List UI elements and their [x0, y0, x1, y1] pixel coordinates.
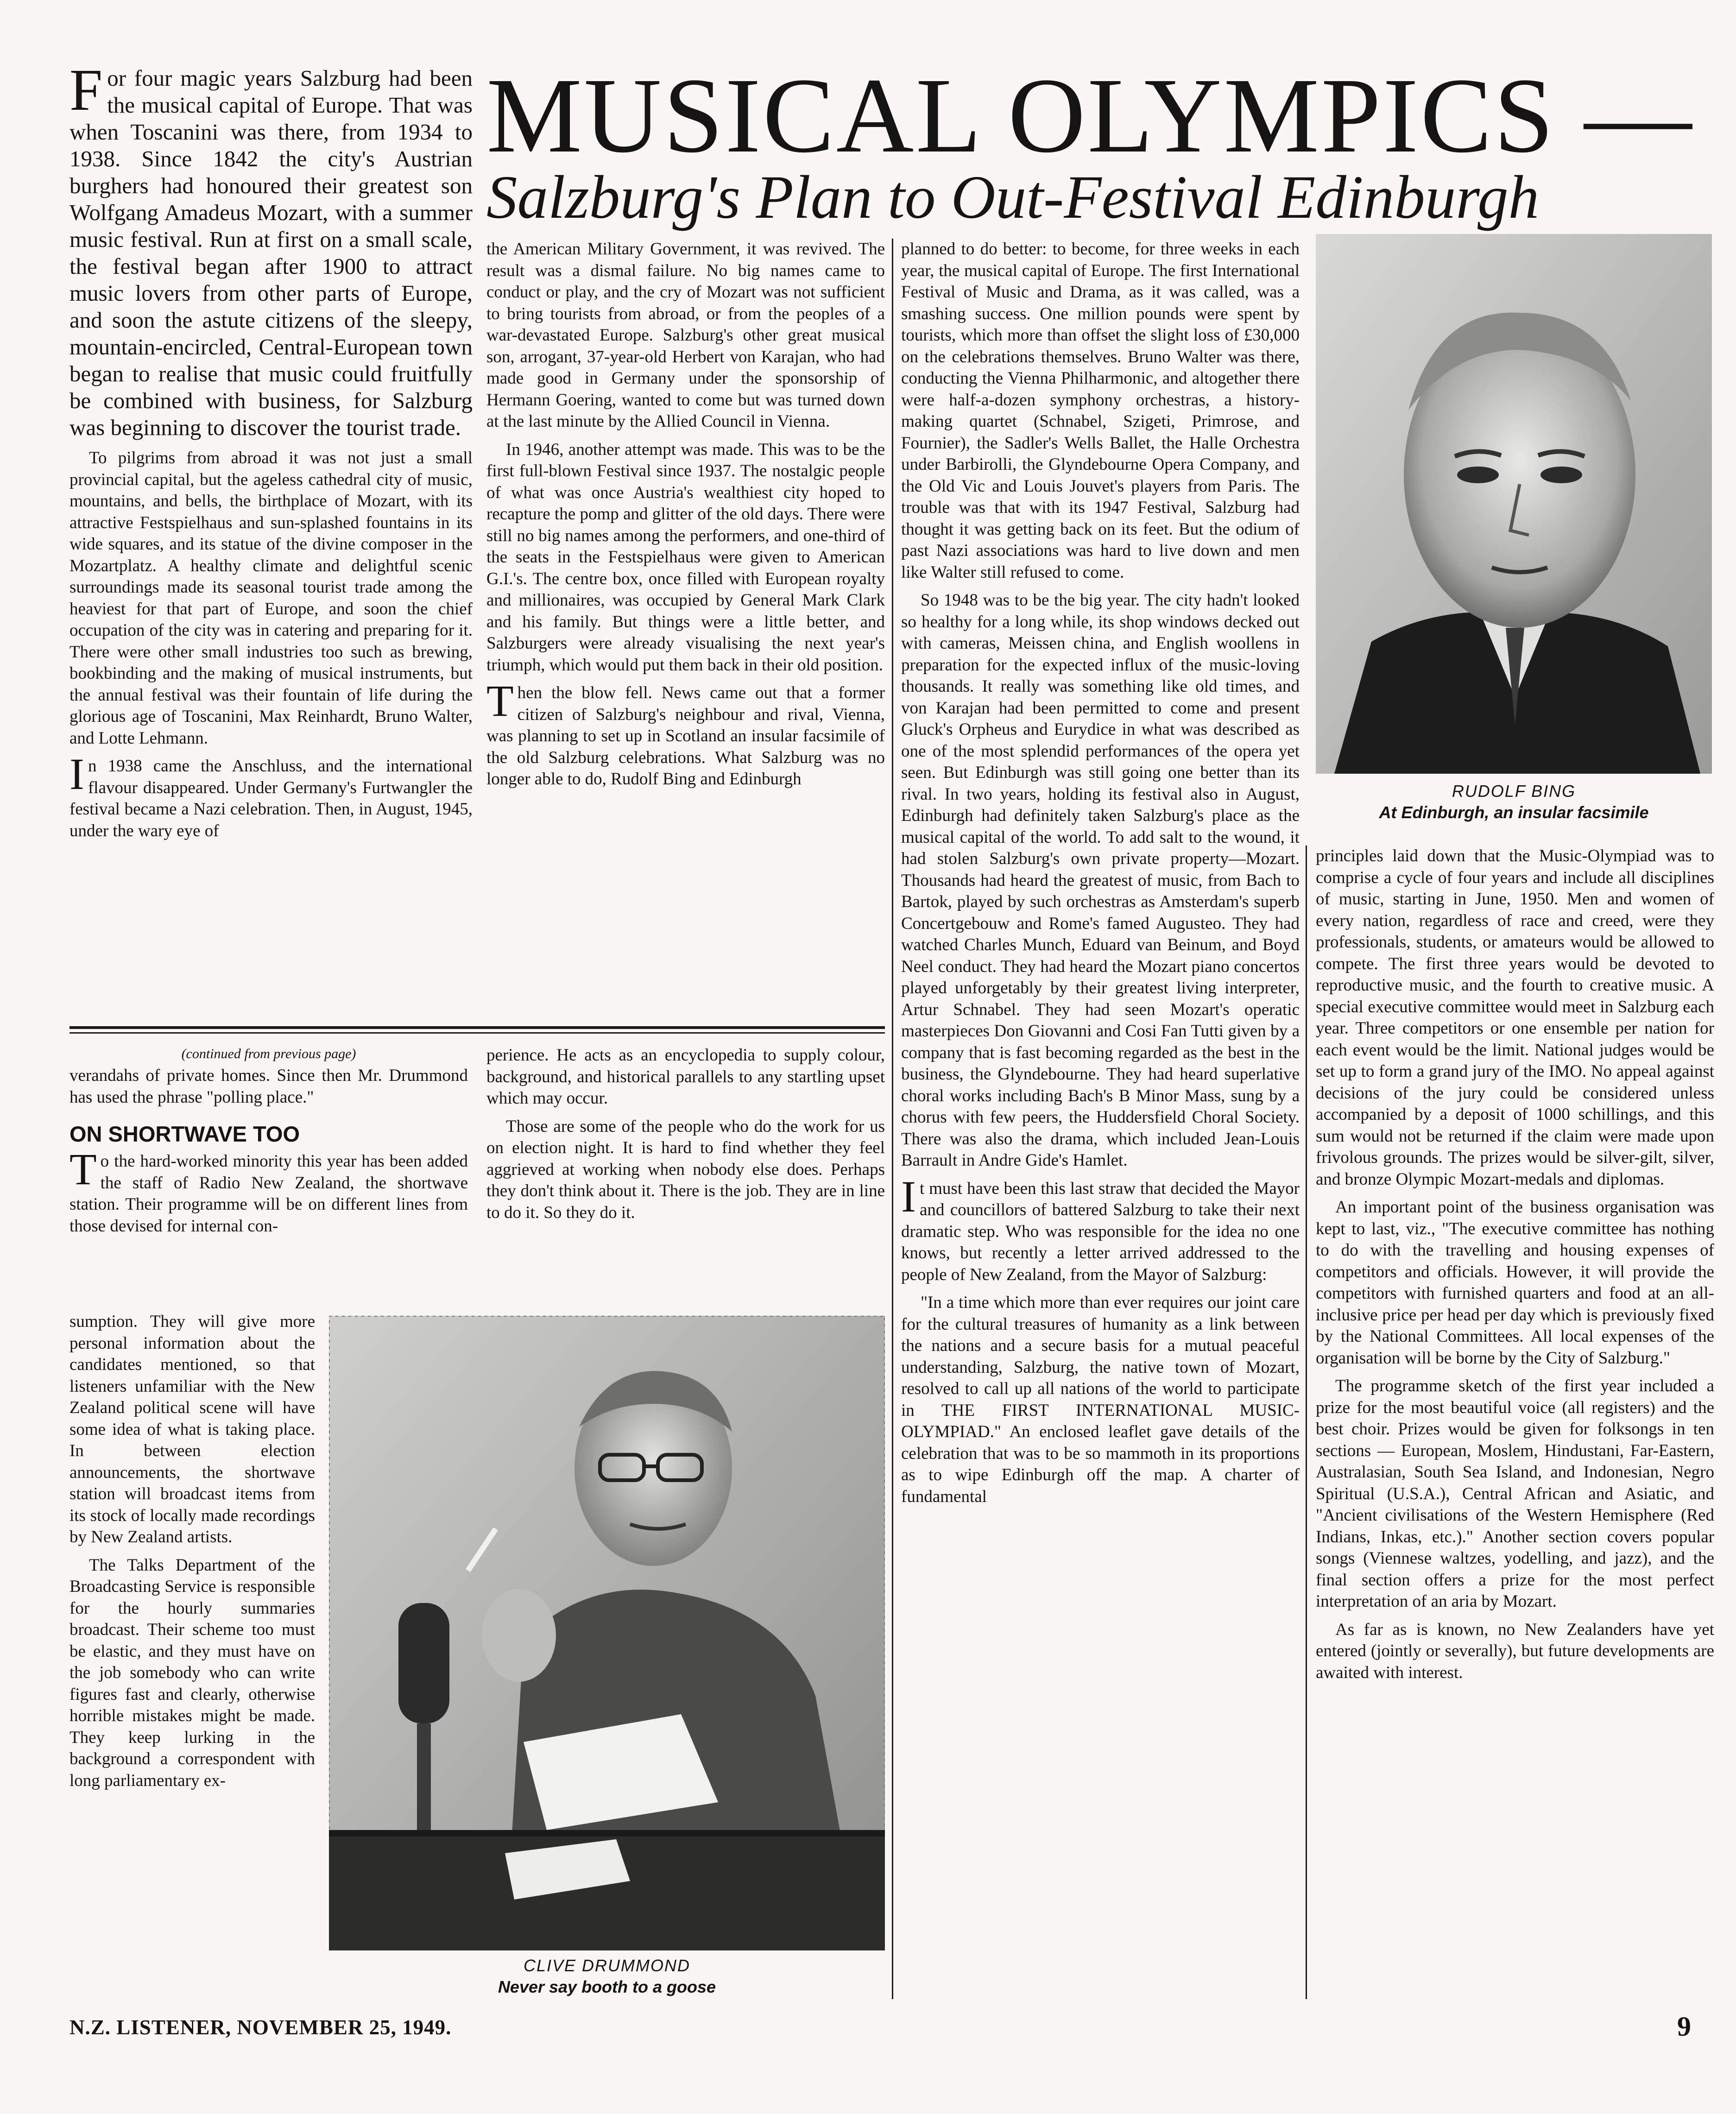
photo-caption-drummond: [329, 1955, 885, 1998]
article-paragraph: perience. He acts as an encyclopedia to supply colour, background, and historical parallels to any startling upset which may occur.: [486, 1046, 885, 1108]
article-column-4: [1316, 846, 1714, 2004]
article-paragraph: sumption. They will give more personal information about the candidates mentioned, so that listeners unfamiliar with the New Zealand political scene will have some idea of what is taking place. In between election announcements, the shortwave station will broadcast items from its stock of locally made recordings by New Zealand artists.: [69, 1312, 315, 1546]
column-divider-rule: [892, 239, 893, 1999]
column-divider-rule: [1306, 846, 1307, 1999]
section-subhead: ON SHORTWAVE TOO: [69, 1122, 300, 1146]
article-paragraph: For four magic years Salzburg had been the musical capital of Europe. That was when Toscanini was there, from 1934 to 1938. Since 1842 the city's Austrian burghers had honoured their greatest son Wolfgang Amadeus Mozart, with a summer music festival. Run at first on a small scale, the festival began after 1900 to attract music lovers from other parts of Europe, and soon the astute citizens of the sleepy, mountain-encircled, Central-European town began to realise that music could fruitfully be combined with business, for Salzburg was beginning to discover the tourist trade.: [69, 65, 473, 440]
article-paragraph: The Talks Department of the Broadcasting Service is responsible for the hourly summaries broadcast. Their scheme too must be elastic, and they must have on the job somebody who can write figures fast and clearly, otherwise horrible mistakes might be made. They keep lurking in the background a correspondent with long parliamentary ex-: [69, 1555, 315, 1790]
article-paragraph: Those are some of the people who do the work for us on election night. It is hard to find whether they feel aggrieved at working when nobody else does. Perhaps they don't think about it. There is the job. They are in line to do it. So they do it.: [486, 1117, 885, 1222]
article-paragraph: It must have been this last straw that decided the Mayor and councillors of battered Salzburg to take their next dramatic step. Who was responsible for the idea no one knows, but recently a letter arrived addressed to the people of New Zealand, from the Mayor of Salzburg:: [901, 1171, 1300, 1284]
lower-left-column: [69, 1045, 468, 1309]
headline-subtitle: Salzburg's Plan to Out-Festival Edinburgh: [486, 163, 1540, 231]
article-column-3: [901, 239, 1300, 1999]
article-paragraph: To the hard-worked minority this year has been added the staff of Radio New Zealand, the shortwave station. Their programme will be on different lines from those devised for internal con-: [69, 1144, 468, 1236]
article-paragraph: In 1938 came the Anschluss, and the international flavour disappeared. Under Germany's Furtwangler the festival became a Nazi celebration. Then, in August, 1945, under the wary eye of: [69, 749, 473, 840]
article-column-2: [486, 239, 885, 1026]
page-number: 9: [1677, 2011, 1691, 2042]
caption-subtitle: Never say booth to a goose: [498, 1977, 716, 1996]
article-paragraph: "In a time which more than ever requires our joint care for the cultural treasures of humanity as a link between the nations and a secure basis for a mutual peaceful understanding, Salzburg, the native town of Mozart, resolved to call up all nations of the world to participate in THE FIRST INTERNATIONAL MUSIC-OLYMPIAD." An enclosed leaflet gave details of the celebration that was to be so mammoth in its proportions as to wipe Edinburgh off the map. A charter of fundamental: [901, 1293, 1300, 1506]
headline-title: MUSICAL OLYMPICS —: [486, 56, 1694, 175]
section-divider-rule: [69, 1032, 885, 1034]
photo-rudolf-bing: [1316, 234, 1712, 774]
caption-name: RUDOLF BING: [1452, 782, 1576, 801]
page-footer-publication: N.Z. LISTENER, NOVEMBER 25, 1949.: [69, 2016, 452, 2039]
article-column-1: [69, 65, 473, 1024]
photo-clive-drummond: [329, 1316, 885, 1950]
article-paragraph: As far as is known, no New Zealanders have yet entered (jointly or severally), but future developments are awaited with interest.: [1316, 1620, 1714, 1682]
photo-caption-bing: [1316, 781, 1712, 823]
article-paragraph: So 1948 was to be the big year. The city hadn't looked so healthy for a long while, its shop windows decked out with cameras, Meissen china, and English woollens in preparation for the expected influx of the music-loving thousands. It really was something like old times, and von Karajan had been permitted to come and present Gluck's Orpheus and Eurydice in what was described as one of the most splendid performances of the opera yet seen. But Edinburgh was still going one better than its rival. In two years, holding its festival also in August, Edinburgh had definitely taken Salzburg's place as the musical capital of the world. To add salt to the wound, it had stolen Salzburg's own private property—Mozart. Thousands had heard the greatest of music, from Bach to Bartok, played by such orchestras as Amsterdam's superb Concertgebouw and Rome's famed Augusteo. They had watched Charles Munch, Eduard van Beinum, and Boyd Neel conduct. They had heard the Mozart piano concertos played unforgetably by their greatest living interpreter, Artur Schnabel. They had seen Mozart's operatic masterpieces Don Giovanni and Cosi Fan Tutti given by a company that is fast becoming regarded as the best in the business, the Glyndebourne. They had heard superlative choral works including Bach's B Minor Mass, sung by a chorus with few peers, the Huddersfield Choral Society. There was also the drama, which included Jean-Louis Barrault in Andre Gide's Hamlet.: [901, 591, 1300, 1170]
article-paragraph: principles laid down that the Music-Olympiad was to comprise a cycle of four years and include all disciplines of music, starting in June, 1950. Men and women of every nation, regardless of race and creed, were they professionals, students, or amateurs would be allowed to compete. The first three years would be devoted to reproductive music, and the fourth to creative music. A special executive committee would meet in Salzburg each year. Three competitors or one ensemble per nation for each event would be the limit. National judges would be set up to form a grand jury of the IMO. No appeal against decisions of the jury could be considered unless accompanied by a deposit of 1000 schillings, and this sum would not be returned if the claim were made upon frivolous grounds. The prizes would be silver-gilt, silver, and bronze Olympic Mozart-medals and diplomas.: [1316, 846, 1714, 1189]
lower-left-narrow-column: [69, 1311, 315, 1997]
continued-note: (continued from previous page): [181, 1046, 356, 1061]
article-paragraph: planned to do better: to become, for three weeks in each year, the musical capital of Europe. The first International Festival of Music and Drama, as it was called, was a smashing success. One million pounds were spent by tourists, which more than offset the slight loss of £30,000 on the celebrations themselves. Bruno Walter was there, conducting the Vienna Philharmonic, and altogether there were half-a-dozen symphony orchestras, a history-making quartet (Schnabel, Szigeti, Primrose, and Fournier), the Sadler's Wells Ballet, the Halle Orchestra under Barbirolli, the Glyndebourne Opera Company, and the Old Vic and Louis Jouvet's players from Paris. The trouble was that with its 1947 Festival, Salzburg had thought it was getting back on its feet. But the odium of past Nazi associations was hard to live down and men like Walter still refused to come.: [901, 240, 1300, 582]
article-paragraph: To pilgrims from abroad it was not just a small provincial capital, but the ageless cathedral city of music, mountains, and bells, the birthplace of Mozart, with its attractive Festspielhaus and sun-splashed fountains in its wide squares, and its statue of the divine composer in the Mozartplatz. A healthy climate and delightful scenic surroundings made its seasonal tourist trade among the heaviest for that part of Europe, and soon the chief occupation of the city was in catering and preparing for it. There were other small industries too such as brewing, bookbinding and the making of musical instruments, but the annual festival was their fountain of life during the glorious age of Toscanini, Max Reinhardt, Bruno Walter, and Lotte Lehmann.: [69, 448, 473, 748]
section-divider-rule: [69, 1026, 885, 1029]
article-paragraph: Then the blow fell. News came out that a former citizen of Salzburg's neighbour and rival, Vienna, was planning to set up in Scotland an insular facsimile of the old Salzburg celebrations. What Salzburg was no longer able to do, Rudolf Bing and Edinburgh: [486, 676, 885, 789]
article-paragraph: The programme sketch of the first year included a prize for the most beautiful voice (all registers) and the best choir. Prizes would be given for folksongs in ten sections — European, Moslem, Hindustani, Far-Eastern, Australasian, South Sea Island, and Indonesian, Negro Spiritual (U.S.A.), Central African and Asiatic, and "Ancient civilisations of the Western Hemisphere (Red Indians, Inkas, etc.)." Another section covers popular songs (Viennese waltzes, yodelling, and jazz), and the final section offers a prize for the most perfect interpretation of an aria by Mozart.: [1316, 1376, 1714, 1611]
lower-middle-column: [486, 1045, 885, 1304]
article-paragraph: verandahs of private homes. Since then Mr. Drummond has used the phrase "polling place.": [69, 1066, 468, 1107]
caption-name: CLIVE DRUMMOND: [523, 1956, 690, 1975]
caption-subtitle: At Edinburgh, an insular facsimile: [1379, 803, 1649, 822]
article-paragraph: An important point of the business organisation was kept to last, viz., "The executive committee has nothing to do with the travelling and housing expenses of competitors and officials. However, it will provide the competitors with furnished quarters and food at an all-inclusive price per head per day which is previously fixed by the National Committees. All local expenses of the organisation will be borne by the City of Salzburg.": [1316, 1198, 1714, 1368]
article-paragraph: the American Military Government, it was revived. The result was a dismal failure. No big names came to conduct or play, and the cry of Mozart was not sufficient to bring tourists from abroad, or from the peoples of a war-devastated Europe. Salzburg's other great musical son, arrogant, 37-year-old Herbert von Karajan, who had made good in Germany under the sponsorship of Hermann Goering, wanted to come but was turned down at the last minute by the Allied Council in Vienna.: [486, 240, 885, 431]
article-paragraph: In 1946, another attempt was made. This was to be the first full-blown Festival since 1937. The nostalgic people of what was once Austria's wealthiest city hoped to recapture the pomp and glitter of the old days. There were still no big names among the performers, and one-third of the seats in the Festspielhaus were given to American G.I.'s. The centre box, once filled with European royalty and millionaires, was occupied by General Mark Clark and his family. But things were a little better, and Salzburgers were already visualising the next year's triumph, which would put them back in their old position.: [486, 440, 885, 675]
